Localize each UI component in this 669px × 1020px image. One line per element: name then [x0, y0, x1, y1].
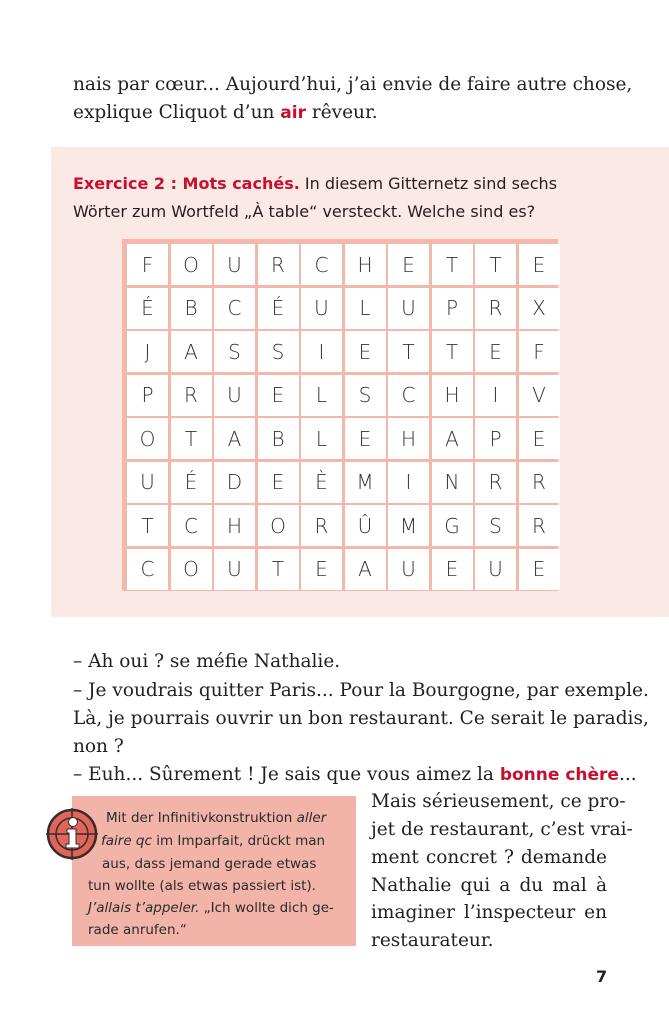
grid-cell: P — [475, 418, 516, 459]
text: – Euh... Sûrement ! Je sais que vous aimez la — [73, 764, 500, 785]
grid-cell: U — [475, 549, 516, 590]
grid-cell: U — [127, 462, 168, 503]
grid-cell: C — [127, 549, 168, 590]
grid-cell: M — [388, 505, 429, 546]
grid-cell: G — [432, 505, 473, 546]
grid-cell: L — [345, 288, 386, 329]
grid-cell: H — [432, 375, 473, 416]
info-text-line — [101, 831, 325, 851]
grid-cell: I — [301, 331, 342, 372]
grid-cell: E — [519, 418, 560, 459]
grid-cell: O — [258, 505, 299, 546]
text: faire qc — [101, 833, 152, 849]
text: rêveur. — [305, 102, 378, 123]
grid-cell: O — [171, 244, 212, 285]
info-text-line — [106, 808, 326, 828]
grid-cell: E — [432, 549, 473, 590]
grid-cell: É — [171, 462, 212, 503]
text: im Imparfait, drückt man — [151, 833, 326, 849]
body-text-line: imaginer l’inspecteur en — [371, 902, 607, 923]
grid-cell: T — [475, 244, 516, 285]
grid-cell: U — [214, 244, 255, 285]
exercise-instruction: Wörter zum Wortfeld „À table“ versteckt. Welche sind es? — [73, 202, 536, 221]
body-text-line: Là, je pourrais ouvrir un bon restaurant. Ce serait le paradis, — [73, 708, 649, 729]
grid-cell: E — [301, 549, 342, 590]
info-text-line: aus, dass jemand gerade etwas — [102, 856, 317, 872]
grid-cell: R — [475, 288, 516, 329]
body-text-line: non ? — [73, 736, 124, 757]
grid-cell: H — [345, 244, 386, 285]
grid-cell: A — [171, 331, 212, 372]
body-text-line: jet de restaurant, c’est vrai- — [371, 819, 633, 840]
grid-cell: F — [127, 244, 168, 285]
grid-cell: T — [432, 331, 473, 372]
grid-cell: X — [519, 288, 560, 329]
grid-cell: V — [519, 375, 560, 416]
grid-cell: O — [171, 549, 212, 590]
grid-cell: R — [519, 505, 560, 546]
grid-cell: S — [475, 505, 516, 546]
grid-cell: E — [345, 418, 386, 459]
grid-cell: B — [171, 288, 212, 329]
grid-cell: B — [258, 418, 299, 459]
grid-cell: E — [519, 549, 560, 590]
grid-cell: U — [388, 549, 429, 590]
grid-cell: C — [214, 288, 255, 329]
grid-cell: H — [388, 418, 429, 459]
grid-cell: T — [432, 244, 473, 285]
grid-cell: É — [127, 288, 168, 329]
grid-cell: C — [171, 505, 212, 546]
highlighted-word: air — [280, 103, 306, 123]
grid-cell: R — [475, 462, 516, 503]
grid-cell: T — [171, 418, 212, 459]
grid-cell: A — [432, 418, 473, 459]
text: Mit der Infinitivkonstruktion — [106, 810, 297, 826]
grid-cell: C — [388, 375, 429, 416]
body-text-line: Mais sérieusement, ce pro- — [371, 791, 626, 812]
body-text-line — [73, 99, 607, 127]
info-text-line — [88, 898, 334, 918]
grid-cell: R — [258, 244, 299, 285]
grid-cell: T — [127, 505, 168, 546]
grid-cell: S — [258, 331, 299, 372]
grid-cell: R — [519, 462, 560, 503]
grid-cell: U — [214, 375, 255, 416]
text: aller — [296, 810, 327, 826]
grid-cell: F — [519, 331, 560, 372]
body-text-line: Nathalie qui a du mal à — [371, 875, 607, 896]
body-text-line: – Je voudrais quitter Paris... Pour la Bourgogne, par exemple. — [73, 680, 649, 701]
body-text-line: nais par cœur... Aujourd’hui, j’ai envie de faire autre chose, — [73, 74, 633, 95]
text: explique Cliquot d’un — [73, 102, 281, 123]
grid-cell: E — [258, 462, 299, 503]
page-number: 7 — [596, 967, 608, 986]
grid-cell: E — [345, 331, 386, 372]
grid-cell: E — [388, 244, 429, 285]
body-text-line — [73, 761, 637, 789]
grid-cell: A — [345, 549, 386, 590]
body-text-line: restaurateur. — [371, 930, 494, 951]
grid-cell: E — [475, 331, 516, 372]
info-icon — [46, 808, 98, 860]
grid-cell: Û — [345, 505, 386, 546]
grid-cell: T — [388, 331, 429, 372]
grid-cell: É — [258, 288, 299, 329]
grid-cell: L — [301, 418, 342, 459]
grid-cell: R — [301, 505, 342, 546]
grid-cell: E — [258, 375, 299, 416]
highlighted-word: bonne chère — [499, 765, 619, 785]
grid-cell: E — [519, 244, 560, 285]
grid-cell: N — [432, 462, 473, 503]
grid-cell: S — [214, 331, 255, 372]
text: J’allais t’appeler. — [88, 900, 200, 916]
grid-cell: A — [214, 418, 255, 459]
grid-cell: H — [214, 505, 255, 546]
grid-cell: M — [345, 462, 386, 503]
text: „Ich wollte dich ge- — [199, 900, 334, 916]
grid-cell: D — [214, 462, 255, 503]
exercise-box — [51, 147, 669, 617]
exercise-title: Exercice 2 : Mots cachés. — [73, 174, 300, 193]
grid-cell: T — [258, 549, 299, 590]
grid-cell: S — [345, 375, 386, 416]
text: ... — [618, 764, 637, 785]
grid-cell: U — [214, 549, 255, 590]
grid-cell: L — [301, 375, 342, 416]
grid-cell: O — [127, 418, 168, 459]
grid-cell: C — [301, 244, 342, 285]
word-search-grid — [122, 239, 558, 591]
body-text-line: – Ah oui ? se méfie Nathalie. — [73, 651, 341, 672]
grid-cell: I — [388, 462, 429, 503]
info-text-line: tun wollte (als etwas passiert ist). — [88, 878, 316, 894]
exercise-instruction — [73, 170, 557, 198]
grid-cell: R — [171, 375, 212, 416]
grid-cell: I — [475, 375, 516, 416]
body-text-line: ment concret ? demande — [371, 847, 607, 868]
grid-cell: P — [432, 288, 473, 329]
info-text-line: rade anrufen.“ — [88, 922, 187, 938]
grid-cell: P — [127, 375, 168, 416]
grid-cell: J — [127, 331, 168, 372]
grid-cell: È — [301, 462, 342, 503]
text: In diesem Gitternetz sind sechs — [299, 174, 558, 193]
grid-cell: U — [388, 288, 429, 329]
grid-cell: U — [301, 288, 342, 329]
